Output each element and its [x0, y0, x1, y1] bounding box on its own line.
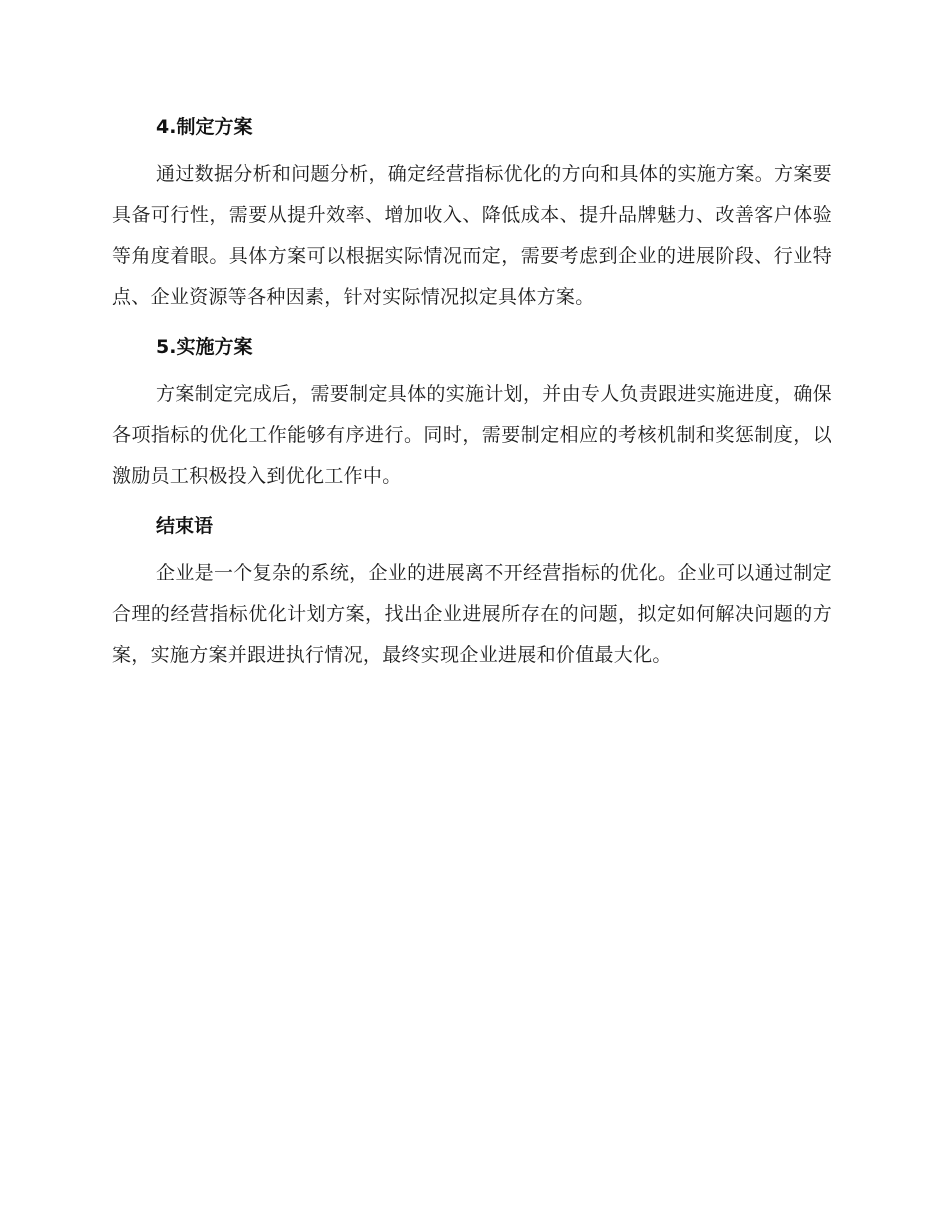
section-conclusion [112, 509, 832, 676]
section-heading: 4.制定方案 [156, 116, 253, 138]
section-paragraph: 企业是一个复杂的系统，企业的进展离不开经营指标的优化。企业可以通过制定合理的经营指标优化计划方案，找出企业进展所存在的问题，拟定如何解决问题的方案，实施方案并跟进执行情况，最终实现企业进展和价值最大化。 [112, 562, 832, 666]
section-make-plan [112, 110, 832, 318]
section-heading: 结束语 [156, 515, 214, 537]
section-heading: 5.实施方案 [156, 336, 253, 358]
section-paragraph: 通过数据分析和问题分析，确定经营指标优化的方向和具体的实施方案。方案要具备可行性，需要从提升效率、增加收入、降低成本、提升品牌魅力、改善客户体验等角度着眼。具体方案可以根据实际情况而定，需要考虑到企业的进展阶段、行业特点、企业资源等各种因素，针对实际情况拟定具体方案。 [112, 163, 832, 308]
document-body [112, 110, 832, 688]
section-paragraph: 方案制定完成后，需要制定具体的实施计划，并由专人负责跟进实施进度，确保各项指标的优化工作能够有序进行。同时，需要制定相应的考核机制和奖惩制度，以激励员工积极投入到优化工作中。 [112, 383, 832, 487]
section-implement-plan [112, 330, 832, 497]
